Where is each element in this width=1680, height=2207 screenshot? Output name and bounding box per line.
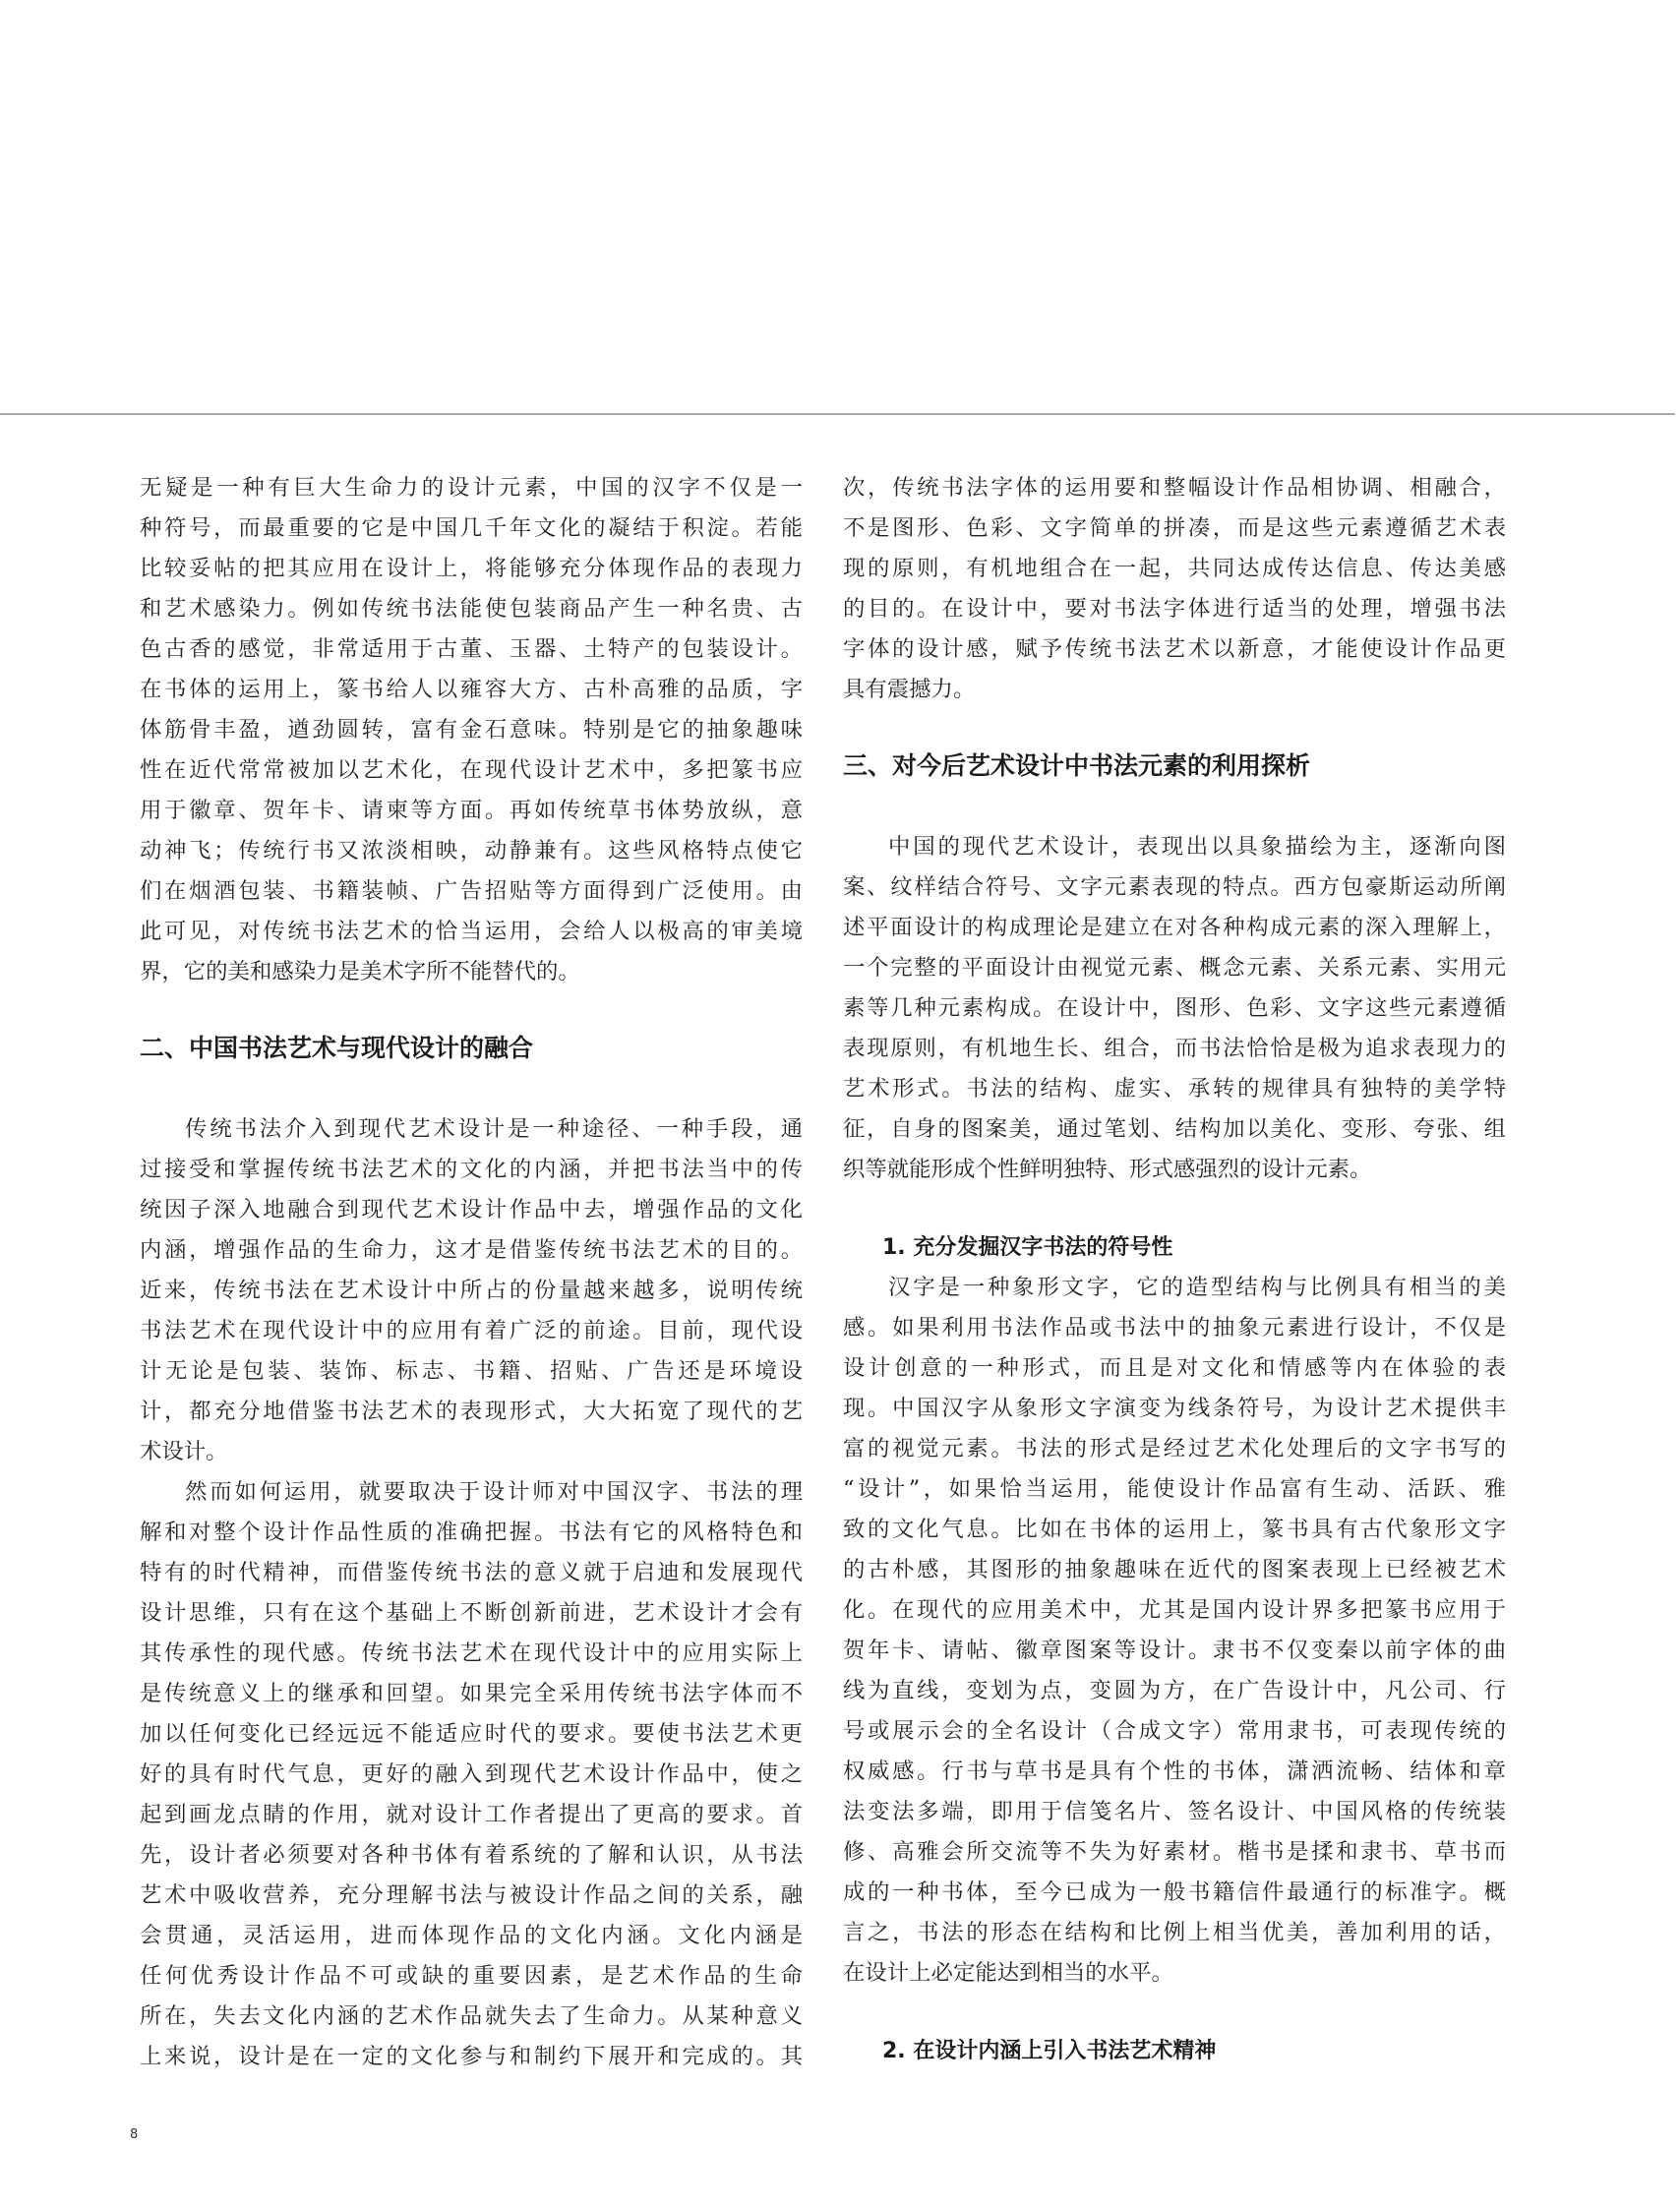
text-line: 修、高雅会所交流等不失为好素材。楷书是揉和隶书、草书而 xyxy=(843,1839,1506,1865)
text-line: 的目的。在设计中，要对书法字体进行适当的处理，增强书法 xyxy=(843,596,1506,622)
paragraph-subsection-1 xyxy=(843,1268,1506,1994)
text-line: 用于徽章、贺年卡、请柬等方面。再如传统草书体势放纵，意 xyxy=(140,798,803,823)
text-line: 艺术中吸收营养，充分理解书法与被设计作品之间的关系，融 xyxy=(140,1882,803,1908)
text-line: 会贯通，灵活运用，进而体现作品的文化内涵。文化内涵是 xyxy=(140,1923,803,1948)
text-line: 比较妥帖的把其应用在设计上，将能够充分体现作品的表现力 xyxy=(140,556,803,581)
text-line: “设计”，如果恰当运用，能使设计作品富有生动、活跃、雅 xyxy=(843,1476,1506,1502)
text-line: 案、纹样结合符号、文字元素表现的特点。西方包豪斯运动所阐 xyxy=(843,874,1506,900)
text-line: 无疑是一种有巨大生命力的设计元素，中国的汉字不仅是一 xyxy=(140,475,803,501)
text-line: 字体的设计感，赋予传统书法艺术以新意，才能使设计作品更 xyxy=(843,636,1506,662)
text-line: 先，设计者必须要对各种书体有着系统的了解和认识，从书法 xyxy=(140,1842,803,1868)
text-line: 艺术形式。书法的结构、虚实、承转的规律具有独特的美学特 xyxy=(843,1076,1506,1102)
text-line: 动神飞；传统行书又浓淡相映，动静兼有。这些风格特点使它 xyxy=(140,838,803,864)
text-line: 不是图形、色彩、文字简单的拼凑，而是这些元素遵循艺术表 xyxy=(843,515,1506,541)
text-line: 界，它的美和感染力是美术字所不能替代的。 xyxy=(140,959,580,984)
text-line: 中国的现代艺术设计，表现出以具象描绘为主，逐渐向图 xyxy=(888,834,1506,860)
paragraph-section2-2 xyxy=(140,1472,803,2077)
text-line: 号或展示会的全名设计（合成文字）常用隶书，可表现传统的 xyxy=(843,1718,1506,1744)
text-line: 现。中国汉字从象形文字演变为线条符号，为设计艺术提供丰 xyxy=(843,1396,1506,1421)
text-line: 任何优秀设计作品不可或缺的重要因素，是艺术作品的生命 xyxy=(140,1963,803,1989)
text-line: 们在烟酒包装、书籍装帧、广告招贴等方面得到广泛使用。由 xyxy=(140,878,803,904)
text-line: 书法艺术在现代设计中的应用有着广泛的前途。目前，现代设 xyxy=(140,1318,803,1343)
text-line: 计，都充分地借鉴书法艺术的表现形式，大大拓宽了现代的艺 xyxy=(140,1399,803,1424)
text-line: 和艺术感染力。例如传统书法能使包装商品产生一种名贵、古 xyxy=(140,596,803,622)
text-line: 过接受和掌握传统书法艺术的文化的内涵，并把书法当中的传 xyxy=(140,1157,803,1182)
text-line: 性在近代常常被加以艺术化，在现代设计艺术中，多把篆书应 xyxy=(140,757,803,783)
text-line: 一个完整的平面设计由视觉元素、概念元素、关系元素、实用元 xyxy=(843,955,1506,981)
text-line: 种符号，而最重要的它是中国几千年文化的凝结于积淀。若能 xyxy=(140,515,803,541)
text-line: 传统书法介入到现代艺术设计是一种途径、一种手段，通 xyxy=(185,1116,803,1142)
text-line: 体筋骨丰盈，遒劲圆转，富有金石意味。特别是它的抽象趣味 xyxy=(140,717,803,743)
text-line: 成的一种书体，至今已成为一般书籍信件最通行的标准字。概 xyxy=(843,1879,1506,1905)
text-line: 解和对整个设计作品性质的准确把握。书法有它的风格特色和 xyxy=(140,1520,803,1545)
text-line: 特有的时代精神，而借鉴传统书法的意义就于启迪和发展现代 xyxy=(140,1560,803,1585)
section-heading-2: 二、中国书法艺术与现代设计的融合 xyxy=(140,1034,534,1062)
text-line: 其传承性的现代感。传统书法艺术在现代设计中的应用实际上 xyxy=(140,1640,803,1666)
text-line: 在书体的运用上，篆书给人以雍容大方、古朴高雅的品质，字 xyxy=(140,677,803,702)
text-line: 素等几种元素构成。在设计中，图形、色彩、文字这些元素遵循 xyxy=(843,995,1506,1021)
text-line: 内涵，增强作品的生命力，这才是借鉴传统书法艺术的目的。 xyxy=(140,1237,803,1263)
text-line: 述平面设计的构成理论是建立在对各种构成元素的深入理解上， xyxy=(843,915,1506,940)
text-line: 在设计上必定能达到相当的水平。 xyxy=(843,1960,1173,1986)
subsection-heading-2: 2. 在设计内涵上引入书法艺术精神 xyxy=(882,2039,1217,2063)
text-line: 近来，传统书法在艺术设计中所占的份量越来越多，说明传统 xyxy=(140,1278,803,1303)
text-line: 线为直线，变划为点，变圆为方，在广告设计中，凡公司、行 xyxy=(843,1678,1506,1703)
text-line: 富的视觉元素。书法的形式是经过艺术化处理后的文字书写的 xyxy=(843,1436,1506,1461)
text-line: 加以任何变化已经远远不能适应时代的要求。要使书法艺术更 xyxy=(140,1721,803,1747)
text-line: 感。如果利用书法作品或书法中的抽象元素进行设计，不仅是 xyxy=(843,1315,1506,1341)
text-line: 表现原则，有机地生长、组合，而书法恰恰是极为追求表现力的 xyxy=(843,1036,1506,1061)
text-line: 好的具有时代气息，更好的融入到现代艺术设计作品中，使之 xyxy=(140,1761,803,1787)
right-column xyxy=(843,468,1506,2071)
paragraph-continued xyxy=(843,468,1506,710)
text-line: 现的原则，有机地组合在一起，共同达成传达信息、传达美感 xyxy=(843,556,1506,581)
header-rule xyxy=(0,413,1675,415)
text-line: 法变法多端，即用于信笺名片、签名设计、中国风格的传统装 xyxy=(843,1799,1506,1824)
text-line: 起到画龙点睛的作用，就对设计工作者提出了更高的要求。首 xyxy=(140,1802,803,1827)
text-line: 是传统意义上的继承和回望。如果完全采用传统书法字体而不 xyxy=(140,1681,803,1706)
text-line: 化。在现代的应用美术中，尤其是国内设计界多把篆书应用于 xyxy=(843,1597,1506,1623)
text-line: 的古朴感，其图形的抽象趣味在近代的图案表现上已经被艺术 xyxy=(843,1557,1506,1582)
text-line: 然而如何运用，就要取决于设计师对中国汉字、书法的理 xyxy=(185,1479,803,1505)
text-line: 贺年卡、请帖、徽章图案等设计。隶书不仅变秦以前字体的曲 xyxy=(843,1638,1506,1663)
text-line: 汉字是一种象形文字，它的造型结构与比例具有相当的美 xyxy=(888,1275,1506,1300)
text-line: 上来说，设计是在一定的文化参与和制约下展开和完成的。其 xyxy=(140,2044,803,2069)
paragraph-section3-1 xyxy=(843,827,1506,1190)
page-number: 8 xyxy=(130,2127,139,2142)
text-line: 此可见，对传统书法艺术的恰当运用，会给人以极高的审美境 xyxy=(140,919,803,944)
text-line: 色古香的感觉，非常适用于古董、玉器、土特产的包装设计。 xyxy=(140,636,803,662)
text-line: 致的文化气息。比如在书体的运用上，篆书具有古代象形文字 xyxy=(843,1517,1506,1542)
left-column xyxy=(140,468,803,2077)
text-line: 统因子深入地融合到现代艺术设计作品中去，增强作品的文化 xyxy=(140,1197,803,1223)
text-line: 言之，书法的形态在结构和比例上相当优美，善加利用的话， xyxy=(843,1920,1506,1945)
subsection-heading-1: 1. 充分发掘汉字书法的符号性 xyxy=(882,1235,1173,1260)
text-line: 设计创意的一种形式，而且是对文化和情感等内在体验的表 xyxy=(843,1355,1506,1381)
paragraph-section2-1 xyxy=(140,1109,803,1472)
text-line: 权威感。行书与草书是具有个性的书体，潇洒流畅、结体和章 xyxy=(843,1759,1506,1784)
text-line: 具有震撼力。 xyxy=(843,677,976,702)
section-heading-3: 三、对今后艺术设计中书法元素的利用探析 xyxy=(843,751,1311,780)
text-line: 次，传统书法字体的运用要和整幅设计作品相协调、相融合， xyxy=(843,475,1506,501)
text-line: 设计思维，只有在这个基础上不断创新前进，艺术设计才会有 xyxy=(140,1600,803,1626)
text-line: 征，自身的图案美，通过笔划、结构加以美化、变形、夸张、组 xyxy=(843,1116,1506,1142)
text-line: 术设计。 xyxy=(140,1439,228,1464)
text-line: 计无论是包装、装饰、标志、书籍、招贴、广告还是环境设 xyxy=(140,1358,803,1384)
paragraph-intro-continued xyxy=(140,468,803,992)
text-line: 织等就能形成个性鲜明独特、形式感强烈的设计元素。 xyxy=(843,1157,1372,1182)
text-line: 所在，失去文化内涵的艺术作品就失去了生命力。从某种意义 xyxy=(140,2003,803,2029)
